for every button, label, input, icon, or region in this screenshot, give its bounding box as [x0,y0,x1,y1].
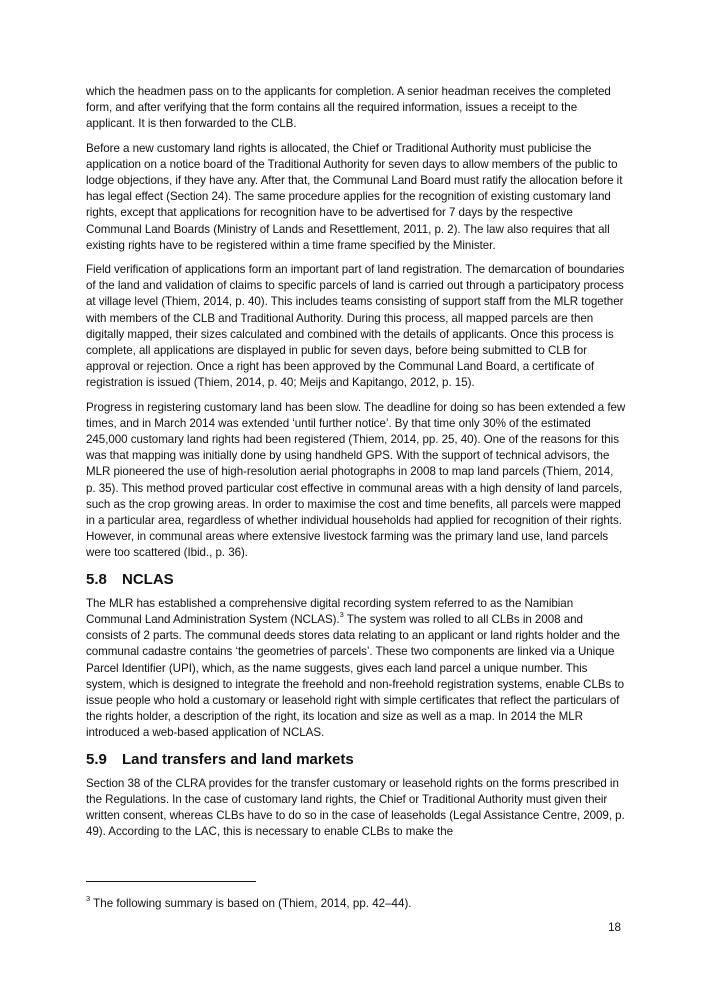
footnote-divider [86,881,256,882]
footnote-text: The following summary is based on (Thiem, 2014, pp. 42–44). [90,897,412,910]
section-number: 5.9 [86,750,107,768]
paragraph-registration-progress: Progress in registering customary land has been slow. The deadline for doing so has been extended a few times, and in March 2014 was extended ‘until further notice’. By that time only 30% of the estimated 245,000 customary land rights had been registered (Thiem, 2014, pp. 25, 40). One of the reasons for this was that mapping was initially done by using handheld GPS. With the support of technical advisors, the MLR pioneered the use of high-resolution aerial photographs in 2008 to map land parcels (Thiem, 2014, p. 35). This method proved particular cost effective in communal areas with a high density of land parcels, such as the crop growing areas. In order to maximise the cost and time benefits, all parcels were mapped in a particular area, regardless of whether individual households had applied for recognition of their rights. However, in communal areas where extensive livestock farming was the primary land use, land parcels were too scattered (Ibid., p. 36). [86,400,626,560]
section-heading-land-transfers [86,750,626,770]
page-number: 18 [608,921,621,934]
footnote-reference[interactable]: 3 [339,610,344,620]
document-page [86,84,626,848]
section-title: Land transfers and land markets [122,750,354,768]
nclas-text-start: The MLR has established a comprehensive digital recording system referred to as the Namibian Communal Land Administration System (NCLAS). [86,596,574,626]
paragraph-allocation-procedure: Before a new customary land rights is allocated, the Chief or Traditional Authority must publicise the application on a notice board of the Traditional Authority for seven days to allow members of the public to lodge objections, if they have any. After that, the Communal Land Board must ratify the allocation before it has legal effect (Section 24). The same procedure applies for the recognition of existing customary land rights, except that applications for recognition have to be advertised for 7 days by the respective Communal Land Boards (Ministry of Lands and Resettlement, 2011, p. 2). The law also requires that all existing rights have to be registered within a time frame specified by the Minister. [86,141,623,252]
footnote [86,896,626,912]
section-heading-nclas [86,570,626,590]
section-title: NCLAS [122,570,174,588]
paragraph-land-transfers: Section 38 of the CLRA provides for the transfer customary or leasehold rights on the forms prescribed in the Regulations. In the case of customary land rights, the Chief or Traditional Authority must given their written consent, whereas CLBs have to do so in the case of leaseholds (Legal Assistance Centre, 2009, p. 49). According to the LAC, this is necessary to enable CLBs to make the [86,776,625,839]
nclas-text-rest: The system was rolled to all CLBs in 2008 and consists of 2 parts. The communal deeds stores data relating to an applicant or land rights holder and the communal cadastre contains ‘the geometries of parcels’. These two components are linked via a Unique Parcel Identifier (UPI), which, as the name suggests, gives each land parcel a unique number. This system, which is designed to integrate the freehold and non-freehold registration systems, enable CLBs to issue people who hold a customary or leasehold right with simple certificates that reflect the particulars of the rights holder, a description of the right, its location and size as well as a map. In 2014 the MLR introduced a web-based application of NCLAS. [86,612,625,740]
paragraph-form-completion: which the headmen pass on to the applicants for completion. A senior headman receives the completed form, and after verifying that the form contains all the required information, issues a receipt to the applicant. It is then forwarded to the CLB. [86,85,611,131]
paragraph-nclas [86,596,626,742]
section-number: 5.8 [86,570,107,588]
paragraph-field-verification: Field verification of applications form an important part of land registration. The demarcation of boundaries of the land and validation of claims to specific parcels of land is carried out through a participatory process at village level (Thiem, 2014, p. 40). This includes teams consisting of support staff from the MLR together with members of the CLB and Traditional Authority. During this process, all mapped parcels are then digitally mapped, their sizes calculated and combined with the details of applicants. Once this process is complete, all applications are displayed in public for seven days, before being submitted to CLB for approval or rejection. Once a right has been approved by the Communal Land Board, a certificate of registration is issued (Thiem, 2014, p. 40; Meijs and Kapitango, 2012, p. 15). [86,263,625,390]
footnote-marker: 3 [86,894,91,904]
